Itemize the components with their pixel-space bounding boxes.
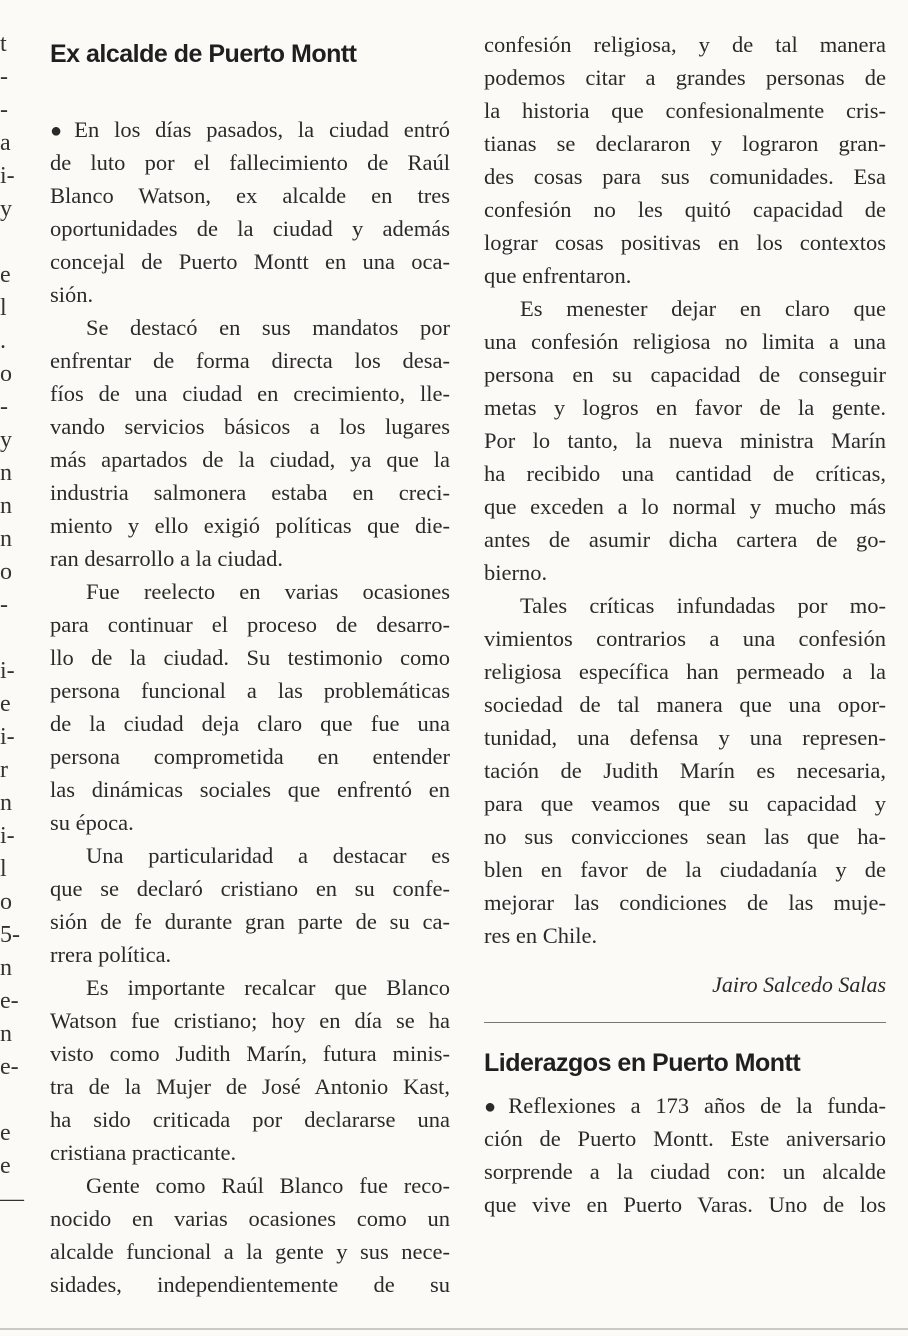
edge-fragment: n	[0, 460, 12, 486]
edge-fragment: -	[0, 592, 8, 618]
text-line: vando servicios básicos a los lugares	[50, 414, 450, 439]
text-line: de la ciudad deja claro que fue una	[50, 711, 450, 736]
text-line: persona funcional a las problemáticas	[50, 678, 450, 703]
edge-fragment: t	[0, 31, 7, 57]
text-line: Blanco Watson, ex alcalde en tres	[50, 183, 450, 208]
bullet-icon: ●	[484, 1096, 506, 1118]
edge-fragment: n	[0, 1021, 12, 1047]
text-line: sidades, independientemente de su	[50, 1272, 450, 1297]
text-line	[484, 1089, 886, 1122]
cropped-left-column	[0, 28, 24, 1216]
edge-fragment: o	[0, 889, 12, 915]
edge-fragment: r	[0, 757, 8, 783]
edge-fragment: e	[0, 691, 11, 717]
text-line: una confesión religiosa no limita a una	[484, 329, 886, 354]
edge-fragment: l	[0, 856, 7, 882]
edge-fragment: y	[0, 196, 12, 222]
edge-fragment: i-	[0, 823, 15, 849]
edge-fragment: 5-	[0, 922, 20, 948]
text-line: confesión religiosa, y de tal manera	[484, 32, 886, 57]
edge-fragment: n	[0, 493, 12, 519]
text-line: para continuar el proceso de desarro-	[50, 612, 450, 637]
text-line: cristiana practicante.	[50, 1140, 237, 1165]
text-line: Gente como Raúl Blanco fue reco-	[86, 1173, 450, 1198]
text-line: concejal de Puerto Montt en una oca-	[50, 249, 450, 274]
text-line: tación de Judith Marín es necesaria,	[484, 758, 886, 783]
text-line: visto como Judith Marín, futura minis-	[50, 1041, 450, 1066]
edge-fragment: -	[0, 394, 8, 420]
text-line: las dinámicas sociales que enfrentó en	[50, 777, 450, 802]
text-line: nocido en varias ocasiones como un	[50, 1206, 450, 1231]
article-body-liderazgos	[484, 1089, 886, 1221]
text-line: blen en favor de la ciudadanía y de	[484, 857, 886, 882]
text-line: persona comprometida en entender	[50, 744, 450, 769]
text-line: ha sido criticada por declararse una	[50, 1107, 450, 1132]
text-line: ción de Puerto Montt. Este aniversario	[484, 1126, 886, 1151]
text-line: ran desarrollo a la ciudad.	[50, 546, 284, 571]
page-bottom-rule	[0, 1328, 908, 1330]
text-line-content: Reflexiones a 173 años de la funda-	[508, 1093, 886, 1118]
edge-fragment: n	[0, 955, 12, 981]
edge-fragment: i-	[0, 724, 15, 750]
article-body-column-2	[484, 28, 886, 952]
text-line: alcalde funcional a la gente y sus nece-	[50, 1239, 450, 1264]
edge-fragment: -	[0, 64, 8, 90]
edge-fragment: i-	[0, 163, 15, 189]
edge-fragment: e	[0, 262, 11, 288]
text-line: enfrentar de forma directa los desa-	[50, 348, 450, 373]
text-line: lograr cosas positivas en los contextos	[484, 230, 886, 255]
text-line	[50, 113, 450, 146]
text-line: su época.	[50, 810, 134, 835]
edge-fragment: i-	[0, 658, 15, 684]
text-line: no sus convicciones sean las que ha-	[484, 824, 886, 849]
edge-fragment	[0, 226, 14, 259]
text-line: que exceden a lo normal y mucho más	[484, 494, 886, 519]
headline-ex-alcalde: Ex alcalde de Puerto Montt	[50, 40, 357, 68]
text-line: de luto por el fallecimiento de Raúl	[50, 150, 450, 175]
text-line: Se destacó en sus mandatos por	[86, 315, 450, 340]
edge-fragment: e-	[0, 1054, 19, 1080]
edge-fragment: —	[0, 1186, 24, 1212]
text-line: Por lo tanto, la nueva ministra Marín	[484, 428, 886, 453]
edge-fragment	[0, 622, 14, 655]
text-line: Watson fue cristiano; hoy en día se ha	[50, 1008, 450, 1033]
text-line: persona en su capacidad de conseguir	[484, 362, 886, 387]
text-line: más apartados de la ciudad, ya que la	[50, 447, 450, 472]
edge-fragment: -	[0, 97, 8, 123]
text-line: sorprende a la ciudad con: un alcalde	[484, 1159, 886, 1184]
text-line: bierno.	[484, 560, 548, 585]
text-line: que se declaró cristiano en su confe-	[50, 876, 450, 901]
edge-fragment: e	[0, 1153, 11, 1179]
author-signature: Jairo Salcedo Salas	[712, 972, 886, 997]
article-column-2	[484, 28, 886, 1221]
edge-fragment: e	[0, 1120, 11, 1146]
text-line: llo de la ciudad. Su testimonio como	[50, 645, 450, 670]
text-line: sión.	[50, 282, 94, 307]
edge-fragment: .	[0, 328, 6, 354]
text-line: ha recibido una cantidad de críticas,	[484, 461, 886, 486]
text-line: miento y ello exigió políticas que die-	[50, 513, 450, 538]
edge-fragment: y	[0, 427, 12, 453]
edge-fragment	[0, 1084, 14, 1117]
section-divider	[484, 1022, 886, 1023]
text-line: religiosa específica han permeado a la	[484, 659, 886, 684]
edge-fragment: a	[0, 130, 11, 156]
text-line: sión de fe durante gran parte de su ca-	[50, 909, 450, 934]
article-body-column-1	[50, 113, 450, 1301]
text-line: Fue reelecto en varias ocasiones	[86, 579, 450, 604]
text-line: res en Chile.	[484, 923, 598, 948]
text-line: que enfrentaron.	[484, 263, 632, 288]
text-line: Tales críticas infundadas por mo-	[520, 593, 886, 618]
text-line: para que veamos que su capacidad y	[484, 791, 886, 816]
text-line: que vive en Puerto Varas. Uno de los	[484, 1192, 886, 1217]
bullet-icon: ●	[50, 120, 72, 142]
edge-fragment: l	[0, 295, 7, 321]
text-line: fíos de una ciudad en crecimiento, lle-	[50, 381, 450, 406]
text-line: Es importante recalcar que Blanco	[86, 975, 450, 1000]
text-line: Una particularidad a destacar es	[86, 843, 450, 868]
headline-liderazgos: Liderazgos en Puerto Montt	[484, 1049, 801, 1077]
text-line: tra de la Mujer de José Antonio Kast,	[50, 1074, 450, 1099]
text-line: metas y logros en favor de la gente.	[484, 395, 886, 420]
edge-fragment: n	[0, 790, 12, 816]
text-line: tunidad, una defensa y una represen-	[484, 725, 886, 750]
text-line: podemos citar a grandes personas de	[484, 65, 886, 90]
text-line: confesión no les quitó capacidad de	[484, 197, 886, 222]
text-line: mejorar las condiciones de las muje-	[484, 890, 886, 915]
edge-fragment: o	[0, 559, 12, 585]
text-line: antes de asumir dicha cartera de go-	[484, 527, 886, 552]
edge-fragment: e-	[0, 988, 19, 1014]
text-line: la historia que confesionalmente cris-	[484, 98, 886, 123]
text-line: tianas se declararon y lograron gran-	[484, 131, 886, 156]
text-line: sociedad de tal manera que una opor-	[484, 692, 886, 717]
article-ex-alcalde	[50, 28, 450, 1301]
edge-fragment: o	[0, 361, 12, 387]
text-line: des cosas para sus comunidades. Esa	[484, 164, 886, 189]
text-line-content: En los días pasados, la ciudad entró	[74, 117, 450, 142]
edge-fragment: n	[0, 526, 12, 552]
text-line: vimientos contrarios a una confesión	[484, 626, 886, 651]
text-line: industria salmonera estaba en creci-	[50, 480, 450, 505]
text-line: oportunidades de la ciudad y además	[50, 216, 450, 241]
text-line: Es menester dejar en claro que	[520, 296, 886, 321]
text-line: rrera política.	[50, 942, 172, 967]
